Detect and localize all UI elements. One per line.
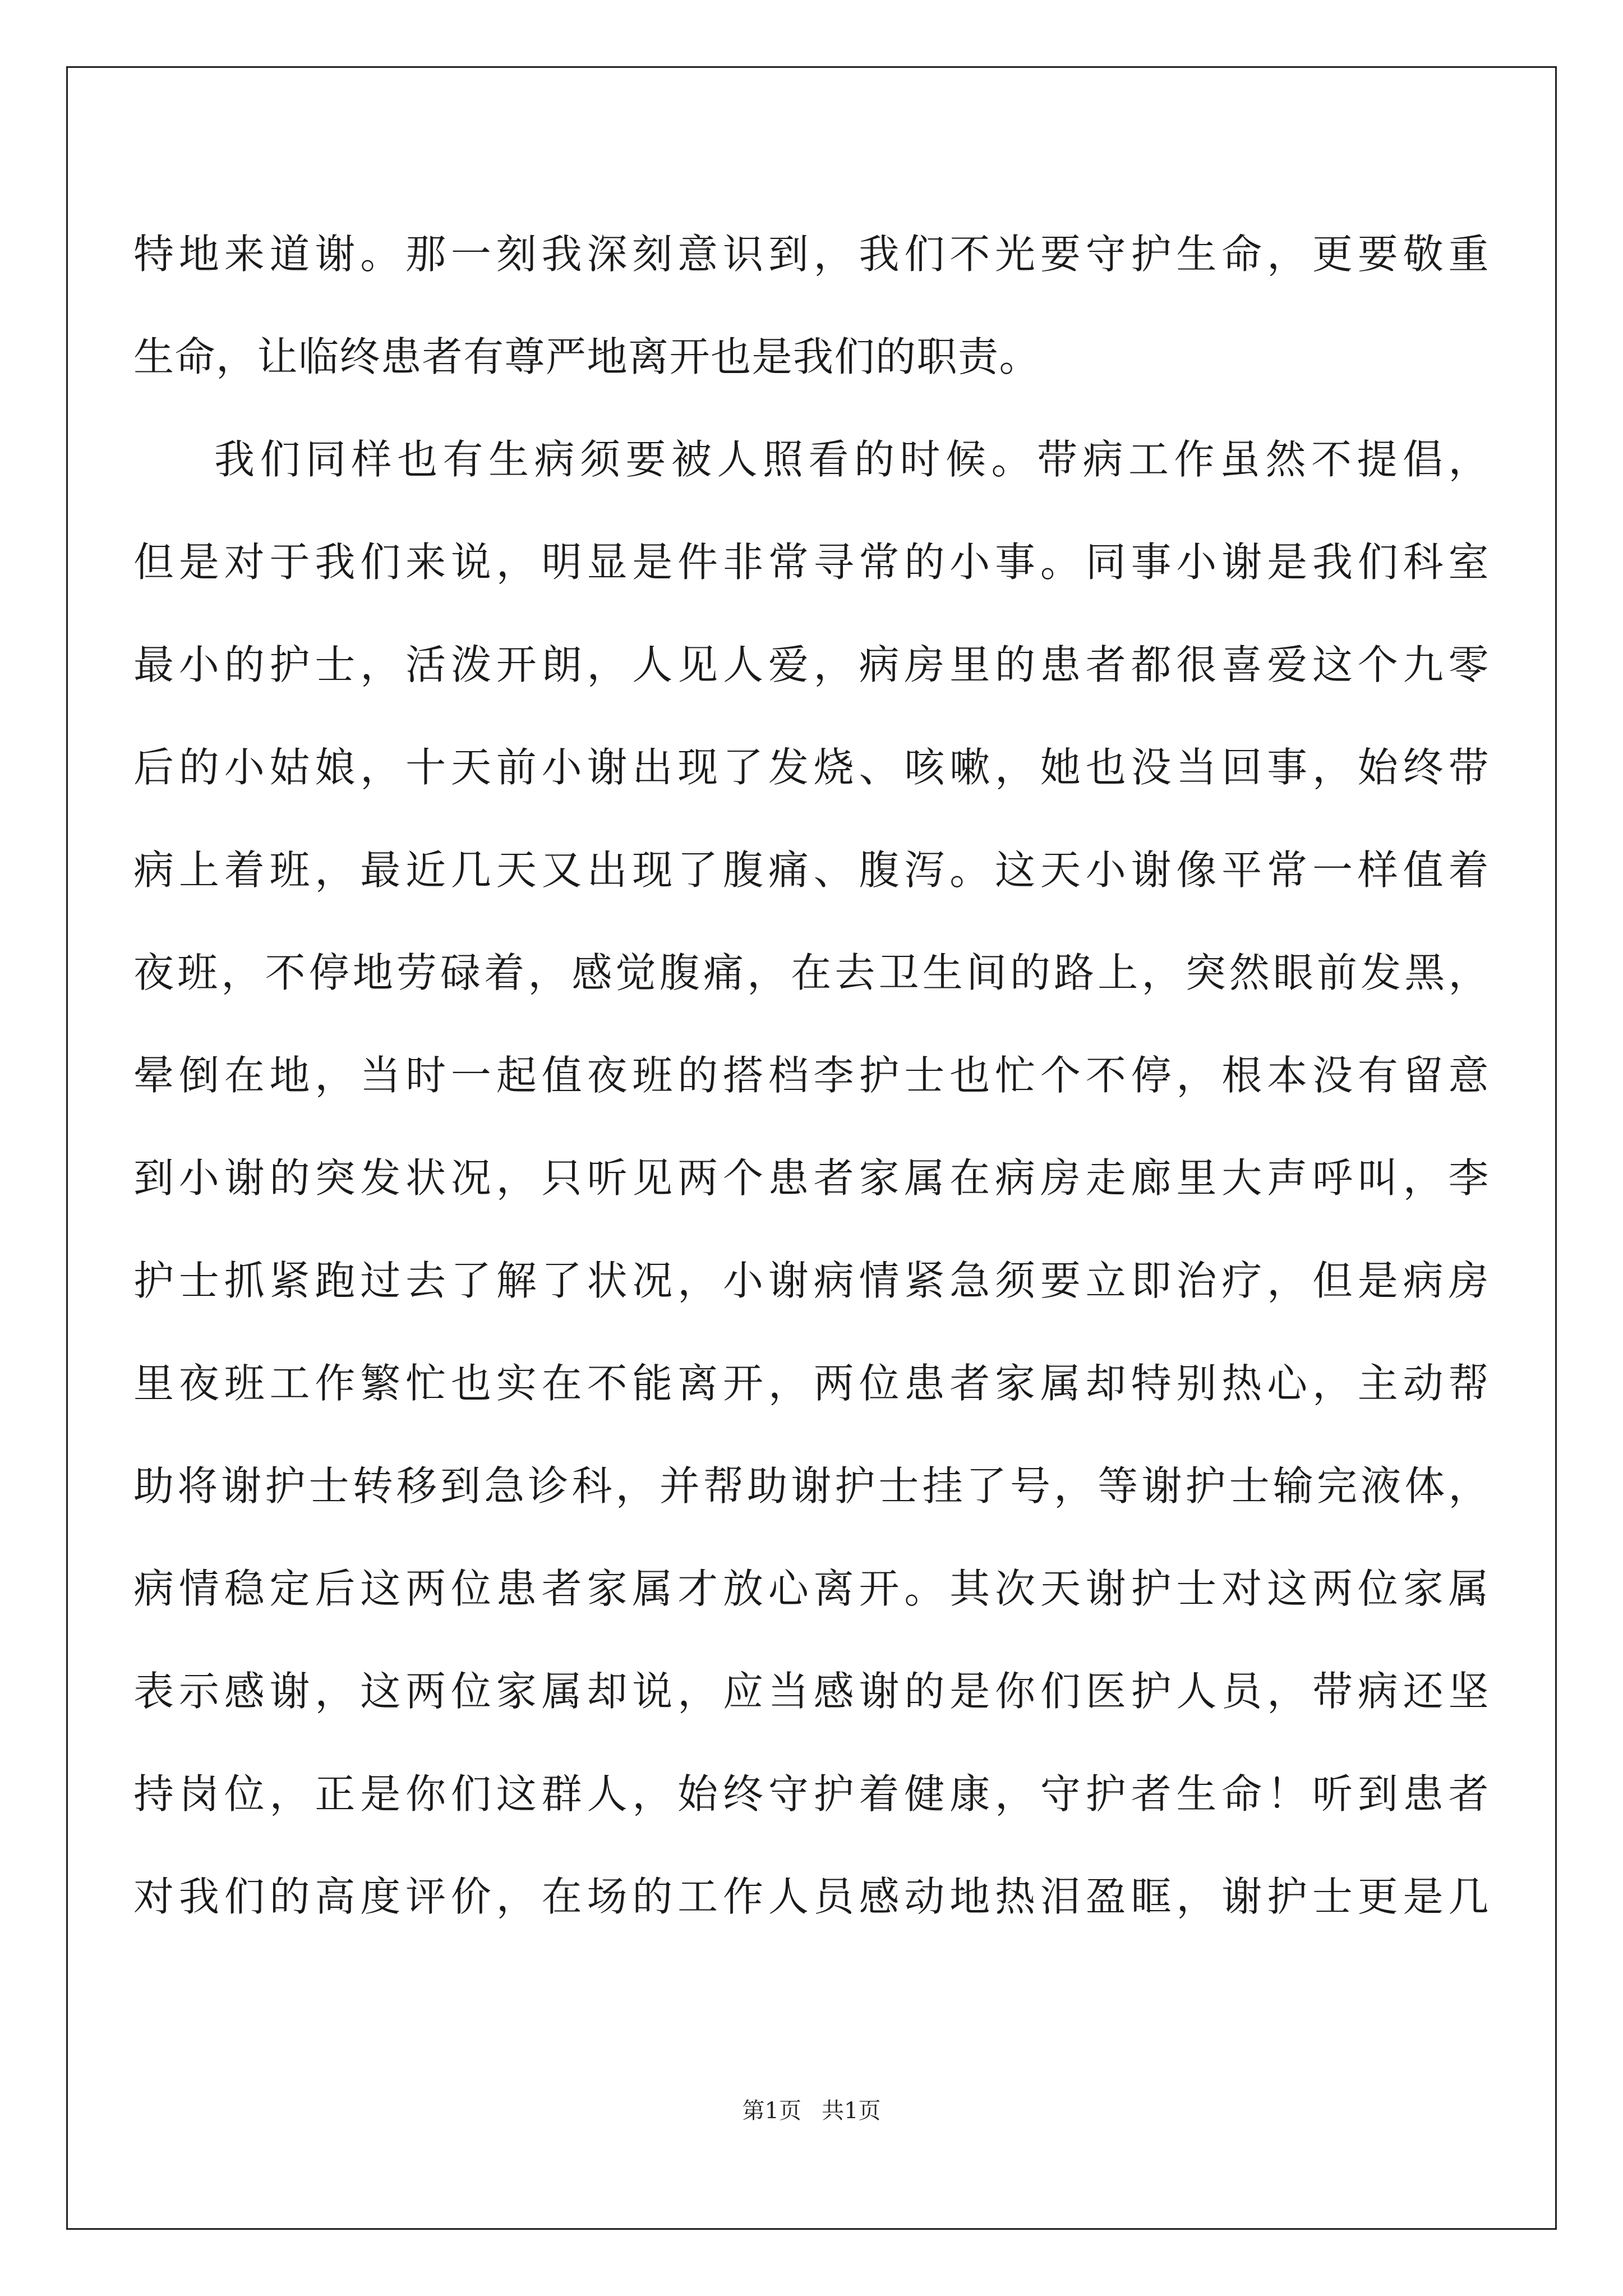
document-body [133, 203, 1490, 1948]
page-count: 共1页 [822, 2098, 881, 2124]
text-line: 晕倒在地，当时一起值夜班的搭档李护士也忙个不停，根本没有留意 [133, 1052, 1490, 1099]
text-line: 持岗位，正是你们这群人，始终守护着健康，守护者生命！听到患者 [133, 1770, 1490, 1818]
text-line: 特地来道谢。那一刻我深刻意识到，我们不光要守护生命，更要敬重 [133, 231, 1490, 278]
paragraph-start-line: 我们同样也有生病须要被人照看的时候。带病工作虽然不提倡， [214, 436, 1490, 483]
text-line: 后的小姑娘，十天前小谢出现了发烧、咳嗽，她也没当回事，始终带 [133, 744, 1490, 791]
text-line: 病上着班，最近几天又出现了腹痛、腹泻。这天小谢像平常一样值着 [133, 846, 1490, 894]
text-line: 生命，让临终患者有尊严地离开也是我们的职责。 [133, 333, 1041, 380]
text-line: 到小谢的突发状况，只听见两个患者家属在病房走廊里大声呼叫，李 [133, 1154, 1490, 1202]
text-line: 最小的护士，活泼开朗，人见人爱，病房里的患者都很喜爱这个九零 [133, 641, 1490, 688]
text-line: 病情稳定后这两位患者家属才放心离开。其次天谢护士对这两位家属 [133, 1565, 1490, 1612]
page-footer [0, 2097, 1623, 2125]
text-line: 里夜班工作繁忙也实在不能离开，两位患者家属却特别热心，主动帮 [133, 1360, 1490, 1407]
text-line: 对我们的高度评价，在场的工作人员感动地热泪盈眶，谢护士更是几 [133, 1873, 1490, 1920]
text-line: 表示感谢，这两位家属却说，应当感谢的是你们医护人员，带病还坚 [133, 1668, 1490, 1715]
text-line: 助将谢护士转移到急诊科，并帮助谢护士挂了号，等谢护士输完液体， [133, 1462, 1490, 1510]
text-line: 护士抓紧跑过去了解了状况，小谢病情紧急须要立即治疗，但是病房 [133, 1257, 1490, 1304]
text-line: 夜班，不停地劳碌着，感觉腹痛，在去卫生间的路上，突然眼前发黑， [133, 949, 1490, 996]
text-line: 但是对于我们来说，明显是件非常寻常的小事。同事小谢是我们科室 [133, 539, 1490, 586]
page-number: 第1页 [742, 2098, 801, 2124]
